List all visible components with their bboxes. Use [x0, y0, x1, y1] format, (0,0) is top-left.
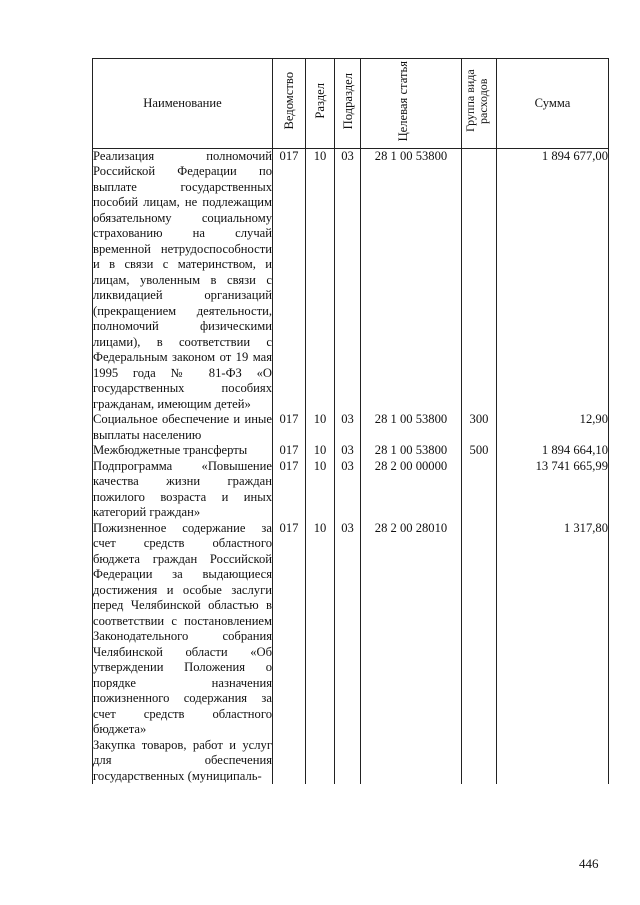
row-podrazdel: 03: [335, 148, 361, 412]
row-name: Подпрограмма «Повышение качества жизни граждан пожилого возраста и иных категорий граждан»: [93, 458, 272, 519]
budget-table: [92, 58, 609, 784]
row-summa: 1 317,80: [497, 521, 609, 738]
header-podrazdel: Подраздел: [335, 59, 361, 149]
row-razdel: 10: [306, 412, 335, 443]
row-celevaya: [361, 738, 462, 785]
row-gruppa: [462, 738, 497, 785]
row-razdel: 10: [306, 521, 335, 738]
row-gruppa: 500: [462, 443, 497, 459]
row-vedomstvo: 017: [273, 443, 306, 459]
row-celevaya: 28 1 00 53800: [361, 412, 462, 443]
row-summa: 1 894 664,10: [497, 443, 609, 459]
row-razdel: 10: [306, 443, 335, 459]
row-name: Закупка товаров, работ и услуг для обеспечения государственных (муниципаль-: [93, 737, 272, 783]
row-vedomstvo: 017: [273, 521, 306, 738]
row-vedomstvo: [273, 738, 306, 785]
table-row: [93, 521, 609, 738]
row-vedomstvo: 017: [273, 148, 306, 412]
row-podrazdel: 03: [335, 459, 361, 521]
row-celevaya: 28 2 00 00000: [361, 459, 462, 521]
row-name: Социальное обеспечение и иные выплаты населению: [93, 412, 272, 442]
row-celevaya: 28 2 00 28010: [361, 521, 462, 738]
page-number: 446: [579, 856, 599, 871]
row-name: Пожизненное содержание за счет средств областного бюджета граждан Российской Федерации за выдающиеся достижения и особые заслуги перед Челябинской областью в соответствии с постановлением Законодательного собрания Челябинской области «Об утверждении Положения о порядке назначения пожизненного содержания за счет средств областного бюджета»: [93, 520, 272, 736]
table-row: [93, 443, 609, 459]
row-summa: 13 741 665,99: [497, 459, 609, 521]
row-vedomstvo: 017: [273, 459, 306, 521]
row-vedomstvo: 017: [273, 412, 306, 443]
row-name: Межбюджетные трансферты: [93, 443, 273, 459]
table-row: [93, 459, 609, 521]
header-razdel: Раздел: [306, 59, 335, 149]
row-gruppa: [462, 459, 497, 521]
row-gruppa: [462, 521, 497, 738]
row-summa: [497, 738, 609, 785]
row-razdel: [306, 738, 335, 785]
row-celevaya: 28 1 00 53800: [361, 148, 462, 412]
header-gruppa: Группа вида расходов: [462, 59, 497, 149]
row-razdel: 10: [306, 148, 335, 412]
header-name: Наименование: [93, 59, 273, 149]
row-celevaya: 28 1 00 53800: [361, 443, 462, 459]
row-podrazdel: 03: [335, 443, 361, 459]
row-razdel: 10: [306, 459, 335, 521]
header-vedomstvo: Ведомство: [273, 59, 306, 149]
row-gruppa: 300: [462, 412, 497, 443]
table-row: [93, 738, 609, 785]
row-gruppa: [462, 148, 497, 412]
row-summa: 12,90: [497, 412, 609, 443]
row-podrazdel: 03: [335, 412, 361, 443]
table-header-row: [93, 59, 609, 149]
table-row: [93, 412, 609, 443]
row-name: Реализация полномочий Российской Федерации по выплате государственных пособий лицам, не подлежащим обязательному социальному страхованию на случай временной нетрудоспособности и в связи с материнством, и лицам, уволенным в связи с ликвидацией организаций (прекращением деятельности, полномочий физическими лицами), в соответствии с Федеральным законом от 19 мая 1995 года № 81-ФЗ «О государственных пособиях гражданам, имеющим детей»: [93, 148, 272, 411]
header-summa: Сумма: [497, 59, 609, 149]
row-podrazdel: [335, 738, 361, 785]
row-podrazdel: 03: [335, 521, 361, 738]
header-celevaya: Целевая статья: [361, 59, 462, 149]
row-summa: 1 894 677,00: [497, 148, 609, 412]
table-row: [93, 148, 609, 412]
